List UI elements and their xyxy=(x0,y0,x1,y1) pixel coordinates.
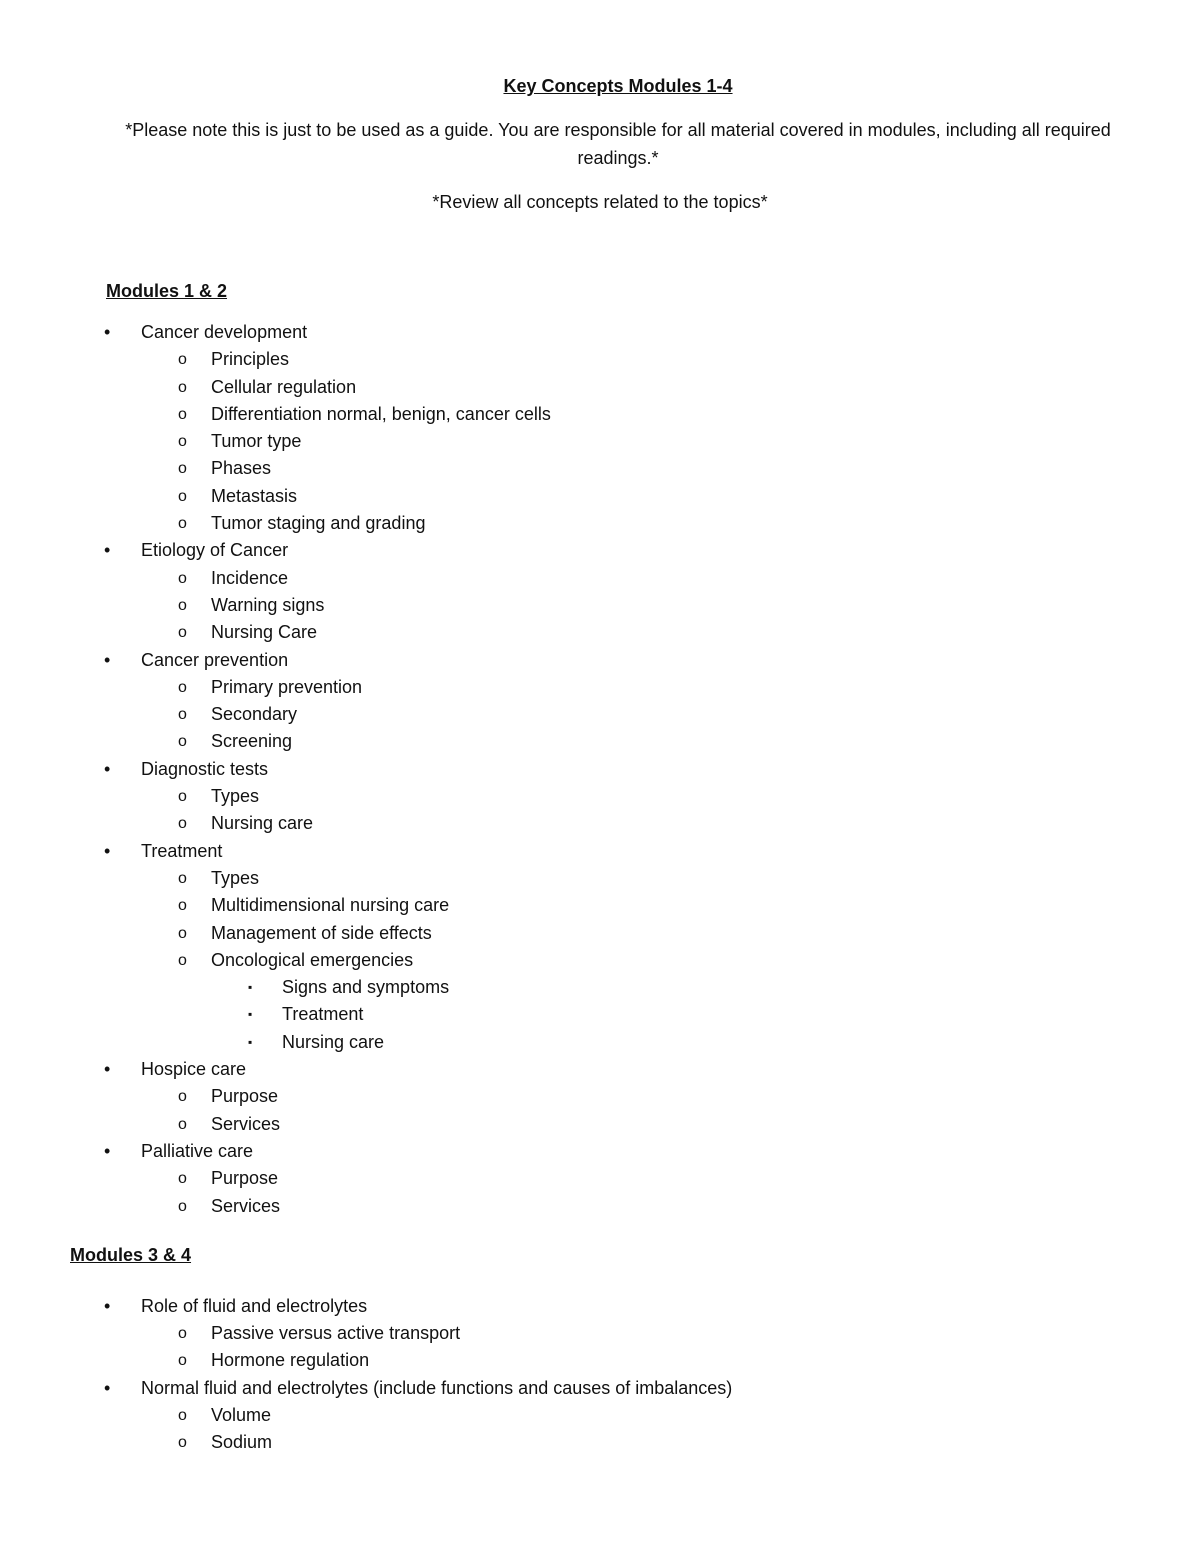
bullet-circle-icon: o xyxy=(178,1352,187,1370)
bullet-circle-icon: o xyxy=(178,869,187,887)
list-item xyxy=(0,647,1200,674)
list-item xyxy=(0,401,1200,428)
list-item-text: Incidence xyxy=(211,567,289,588)
list-item xyxy=(0,592,1200,619)
bullet-square-icon: ▪ xyxy=(248,1007,253,1022)
bullet-dot-icon: • xyxy=(104,649,111,670)
list-item-text: Warning signs xyxy=(211,594,325,615)
list-item-text: Phases xyxy=(211,458,272,479)
list-item xyxy=(0,1429,1200,1456)
bullet-circle-icon: o xyxy=(178,897,187,915)
list-item-text: Oncological emergencies xyxy=(211,949,414,970)
bullet-dot-icon: • xyxy=(104,1059,111,1080)
bullet-circle-icon: o xyxy=(178,1433,187,1451)
document-title: Key Concepts Modules 1-4 xyxy=(503,76,733,96)
bullet-circle-icon: o xyxy=(178,1115,187,1133)
bullet-circle-icon: o xyxy=(178,733,187,751)
section-heading-modules-1-2: Modules 1 & 2 xyxy=(106,281,228,301)
list-item xyxy=(0,1056,1200,1083)
bullet-circle-icon: o xyxy=(178,815,187,833)
bullet-circle-icon: o xyxy=(178,1170,187,1188)
list-item xyxy=(0,346,1200,373)
list-item xyxy=(0,1111,1200,1138)
list-item xyxy=(0,756,1200,783)
list-item-text: Principles xyxy=(211,349,290,370)
bullet-circle-icon: o xyxy=(178,569,187,587)
list-item-text: Services xyxy=(211,1195,281,1216)
list-item-text: Normal fluid and electrolytes (include functions and causes of imbalances) xyxy=(141,1377,733,1398)
bullet-square-icon: ▪ xyxy=(248,980,253,995)
list-item-text: Role of fluid and electrolytes xyxy=(141,1296,368,1316)
list-item-text: Services xyxy=(211,1113,281,1134)
list-item-text: Sodium xyxy=(211,1431,273,1452)
bullet-dot-icon: • xyxy=(104,1377,111,1398)
list-item xyxy=(0,920,1200,947)
bullet-circle-icon: o xyxy=(178,624,187,642)
list-item-text: Tumor staging and grading xyxy=(211,513,426,534)
list-item-text: Primary prevention xyxy=(211,676,363,697)
list-item xyxy=(0,319,1200,346)
list-item xyxy=(0,947,1200,974)
bullet-dot-icon: • xyxy=(104,1140,111,1161)
list-item xyxy=(0,1165,1200,1192)
bullet-dot-icon: • xyxy=(104,758,111,779)
list-item-text: Differentiation normal, benign, cancer cells xyxy=(211,403,551,424)
bullet-circle-icon: o xyxy=(178,1406,187,1424)
section-heading-modules-3-4: Modules 3 & 4 xyxy=(70,1245,192,1265)
list-item-text: Types xyxy=(211,867,260,888)
list-item xyxy=(0,537,1200,564)
list-item xyxy=(0,728,1200,755)
bullet-circle-icon: o xyxy=(178,596,187,614)
list-item xyxy=(0,783,1200,810)
list-item-text: Nursing care xyxy=(211,813,314,834)
bullet-circle-icon: o xyxy=(178,1325,187,1343)
list-item-text: Passive versus active transport xyxy=(211,1323,461,1344)
list-item-text: Signs and symptoms xyxy=(282,977,450,998)
bullet-circle-icon: o xyxy=(178,678,187,696)
list-item-text: Volume xyxy=(211,1404,272,1425)
list-item-text: Cancer prevention xyxy=(141,649,289,670)
list-item-text: Metastasis xyxy=(211,485,298,506)
list-item xyxy=(0,1402,1200,1429)
bullet-circle-icon: o xyxy=(178,1088,187,1106)
list-item xyxy=(0,892,1200,919)
list-item xyxy=(0,1138,1200,1165)
bullet-dot-icon: • xyxy=(104,540,111,561)
list-item xyxy=(0,428,1200,455)
bullet-circle-icon: o xyxy=(178,1197,187,1215)
list-item-text: Cancer development xyxy=(141,322,308,342)
list-item xyxy=(0,565,1200,592)
bullet-dot-icon: • xyxy=(104,322,111,342)
list-item xyxy=(0,701,1200,728)
list-item xyxy=(0,974,1200,1001)
list-item-text: Hormone regulation xyxy=(211,1350,370,1371)
list-item xyxy=(0,1375,1200,1402)
list-item xyxy=(0,510,1200,537)
list-item xyxy=(0,1193,1200,1220)
list-item-text: Cellular regulation xyxy=(211,376,357,397)
bullet-circle-icon: o xyxy=(178,460,187,478)
bullet-square-icon: ▪ xyxy=(248,1034,253,1049)
list-item-text: Etiology of Cancer xyxy=(141,540,289,561)
list-item-text: Purpose xyxy=(211,1168,279,1189)
bullet-circle-icon: o xyxy=(178,924,187,942)
list-item-text: Nursing care xyxy=(282,1031,385,1052)
list-item xyxy=(0,865,1200,892)
list-item xyxy=(0,1320,1200,1347)
bullet-dot-icon: • xyxy=(104,840,111,861)
bullet-circle-icon: o xyxy=(178,351,187,369)
list-item xyxy=(0,483,1200,510)
list-item-text: Nursing Care xyxy=(211,622,318,643)
list-item-text: Management of side effects xyxy=(211,922,432,943)
list-item-text: Diagnostic tests xyxy=(141,758,269,779)
bullet-circle-icon: o xyxy=(178,515,187,533)
list-item xyxy=(0,455,1200,482)
bullet-circle-icon: o xyxy=(178,487,187,505)
list-item-text: Treatment xyxy=(141,840,223,861)
list-item xyxy=(0,810,1200,837)
bullet-circle-icon: o xyxy=(178,405,187,423)
modules-3-4-list xyxy=(0,1293,1200,1456)
list-item-text: Palliative care xyxy=(141,1140,254,1161)
bullet-circle-icon: o xyxy=(178,706,187,724)
list-item xyxy=(0,1293,1200,1320)
list-item-text: Hospice care xyxy=(141,1059,247,1080)
list-item-text: Multidimensional nursing care xyxy=(211,895,450,916)
bullet-dot-icon: • xyxy=(104,1296,111,1316)
bullet-circle-icon: o xyxy=(178,951,187,969)
list-item-text: Purpose xyxy=(211,1086,279,1107)
bullet-circle-icon: o xyxy=(178,378,187,396)
list-item xyxy=(0,1001,1200,1028)
review-note: *Review all concepts related to the topics* xyxy=(432,192,768,212)
list-item xyxy=(0,374,1200,401)
guide-note: *Please note this is just to be used as a guide. You are responsible for all material covered in modules, including all required readings.* xyxy=(125,120,1111,168)
list-item-text: Treatment xyxy=(282,1004,364,1025)
list-item-text: Secondary xyxy=(211,704,298,725)
bullet-circle-icon: o xyxy=(178,788,187,806)
bullet-circle-icon: o xyxy=(178,433,187,451)
list-item xyxy=(0,1347,1200,1374)
list-item xyxy=(0,619,1200,646)
list-item-text: Types xyxy=(211,786,260,807)
list-item-text: Screening xyxy=(211,731,293,752)
list-item xyxy=(0,1029,1200,1056)
list-item xyxy=(0,1083,1200,1110)
list-item xyxy=(0,674,1200,701)
list-item-text: Tumor type xyxy=(211,431,302,452)
modules-1-2-list xyxy=(0,319,1200,1220)
list-item xyxy=(0,838,1200,865)
